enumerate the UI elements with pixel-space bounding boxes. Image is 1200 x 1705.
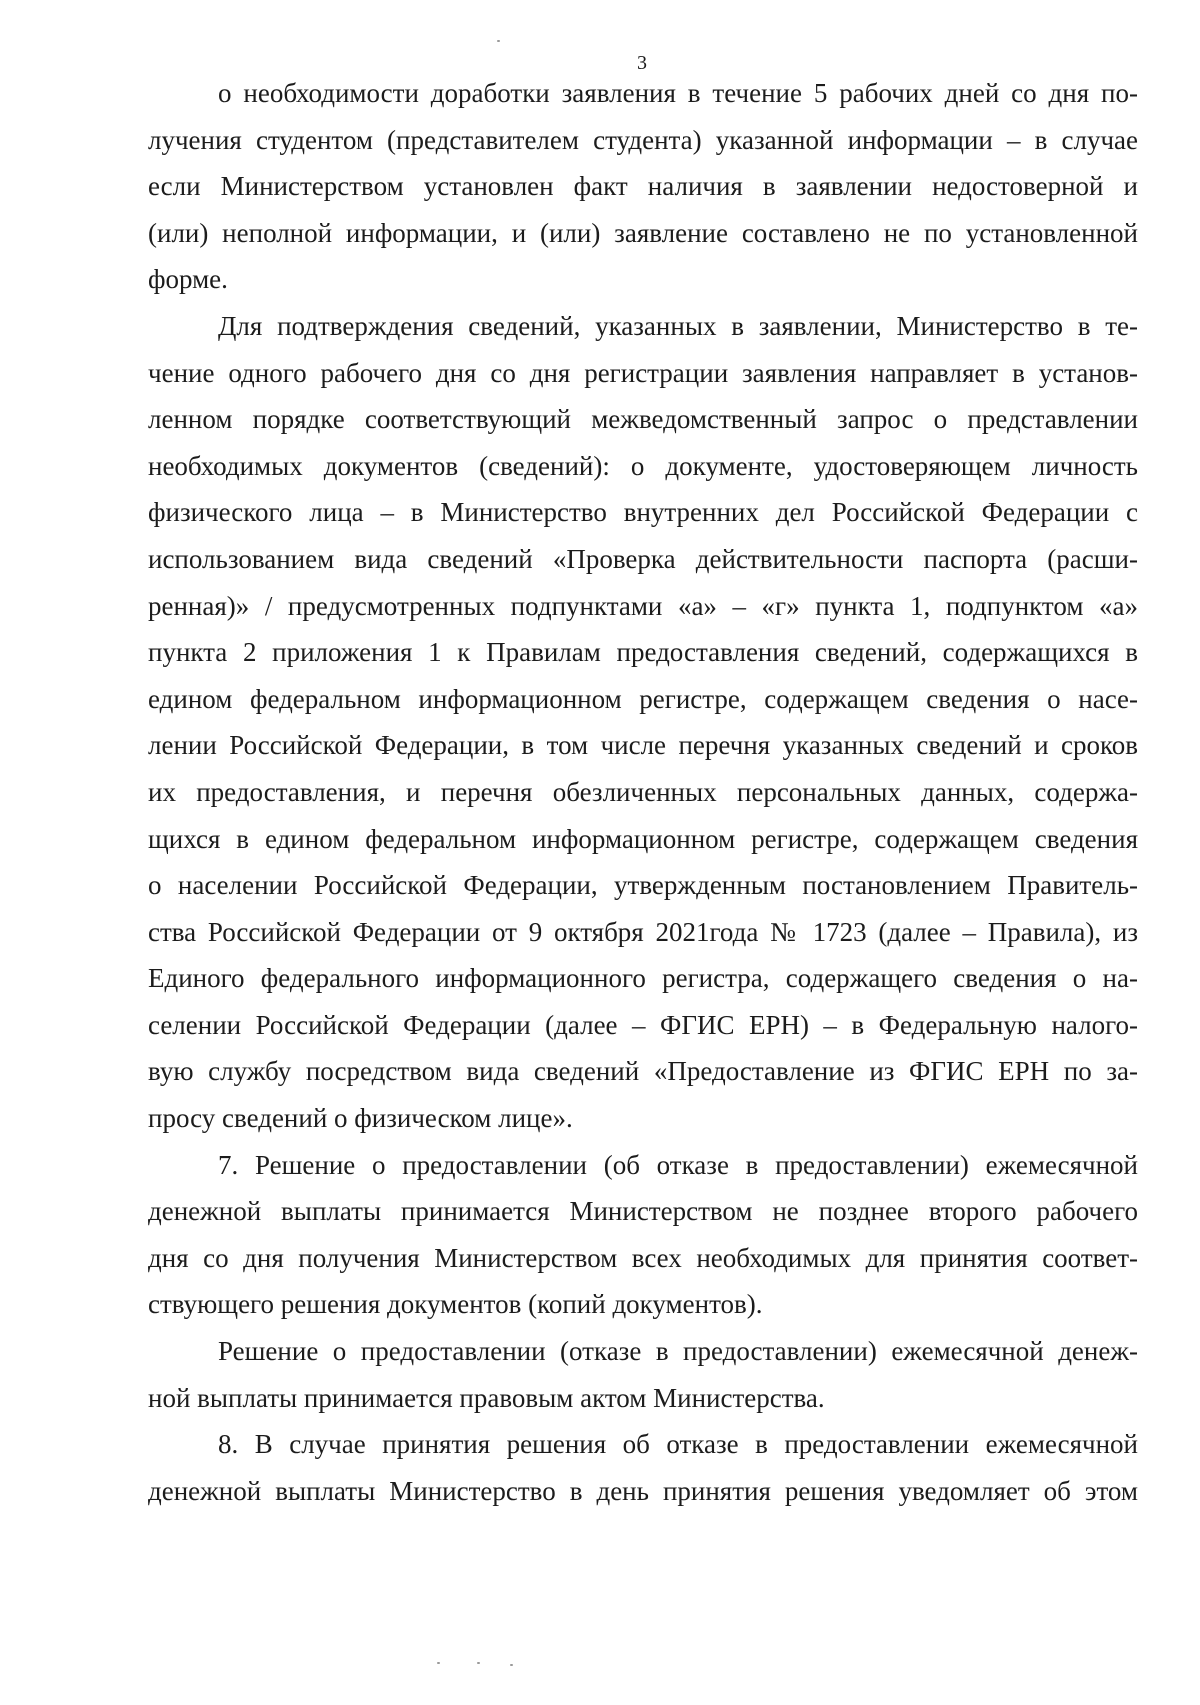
text-line: ствующего решения документов (копий документов). — [148, 1289, 763, 1320]
text-line: щихся в едином федеральном информационном регистре, содержащем сведения — [148, 823, 1138, 854]
text-line: необходимых документов (сведений): о документе, удостоверяющем личность — [148, 450, 1138, 481]
document-body — [148, 70, 1138, 1514]
text-line: о населении Российской Федерации, утвержденным постановлением Правитель- — [148, 870, 1138, 901]
scan-speck — [437, 1662, 440, 1664]
text-line: ренная)» / предусмотренных подпунктами «а» – «г» пункта 1, подпунктом «а» — [148, 590, 1138, 621]
text-line: (или) неполной информации, и (или) заявление составлено не по установленной — [148, 217, 1138, 248]
text-line: Единого федерального информационного регистра, содержащего сведения о на- — [148, 963, 1138, 994]
text-line: чение одного рабочего дня со дня регистрации заявления направляет в установ- — [148, 357, 1138, 388]
text-line: пункта 2 приложения 1 к Правилам предоставления сведений, содержащихся в — [148, 637, 1138, 668]
text-line: ленном порядке соответствующий межведомственный запрос о представлении — [148, 404, 1138, 435]
scan-speck — [510, 1664, 513, 1666]
text-line: просу сведений о физическом лице». — [148, 1103, 573, 1134]
text-line: денежной выплаты Министерство в день принятия решения уведомляет об этом — [148, 1475, 1138, 1506]
text-line: физического лица – в Министерство внутренних дел Российской Федерации с — [148, 497, 1138, 528]
text-line: ства Российской Федерации от 9 октября 2021года № 1723 (далее – Правила), из — [148, 916, 1138, 947]
text-line: вую службу посредством вида сведений «Предоставление из ФГИС ЕРН по за- — [148, 1056, 1138, 1087]
text-line: о необходимости доработки заявления в течение 5 рабочих дней со дня по- — [218, 78, 1138, 108]
text-line: ной выплаты принимается правовым актом Министерства. — [148, 1382, 825, 1413]
text-line: Для подтверждения сведений, указанных в заявлении, Министерство в те- — [218, 310, 1138, 341]
text-line: дня со дня получения Министерством всех необходимых для принятия соответ- — [148, 1242, 1138, 1273]
text-line: едином федеральном информационном регистре, содержащем сведения о насе- — [148, 683, 1138, 714]
text-line: если Министерством установлен факт наличия в заявлении недостоверной и — [148, 171, 1138, 202]
text-line: 8. В случае принятия решения об отказе в предоставлении ежемесячной — [218, 1429, 1138, 1460]
text-line: денежной выплаты принимается Министерством не позднее второго рабочего — [148, 1196, 1138, 1227]
page-number: 3 — [637, 52, 647, 74]
text-line: лении Российской Федерации, в том числе перечня указанных сведений и сроков — [148, 730, 1138, 761]
text-line: форме. — [148, 264, 228, 295]
text-line: Решение о предоставлении (отказе в предоставлении) ежемесячной денеж- — [218, 1336, 1138, 1367]
scan-speck — [477, 1662, 480, 1664]
text-line: их предоставления, и перечня обезличенных персональных данных, содержа- — [148, 776, 1138, 807]
text-line: лучения студентом (представителем студента) указанной информации – в случае — [148, 124, 1138, 155]
scan-speck — [497, 40, 500, 42]
text-line: 7. Решение о предоставлении (об отказе в предоставлении) ежемесячной — [218, 1149, 1138, 1180]
text-line: селении Российской Федерации (далее – ФГИС ЕРН) – в Федеральную налого- — [148, 1009, 1138, 1040]
text-line: использованием вида сведений «Проверка действительности паспорта (расши- — [148, 543, 1138, 574]
